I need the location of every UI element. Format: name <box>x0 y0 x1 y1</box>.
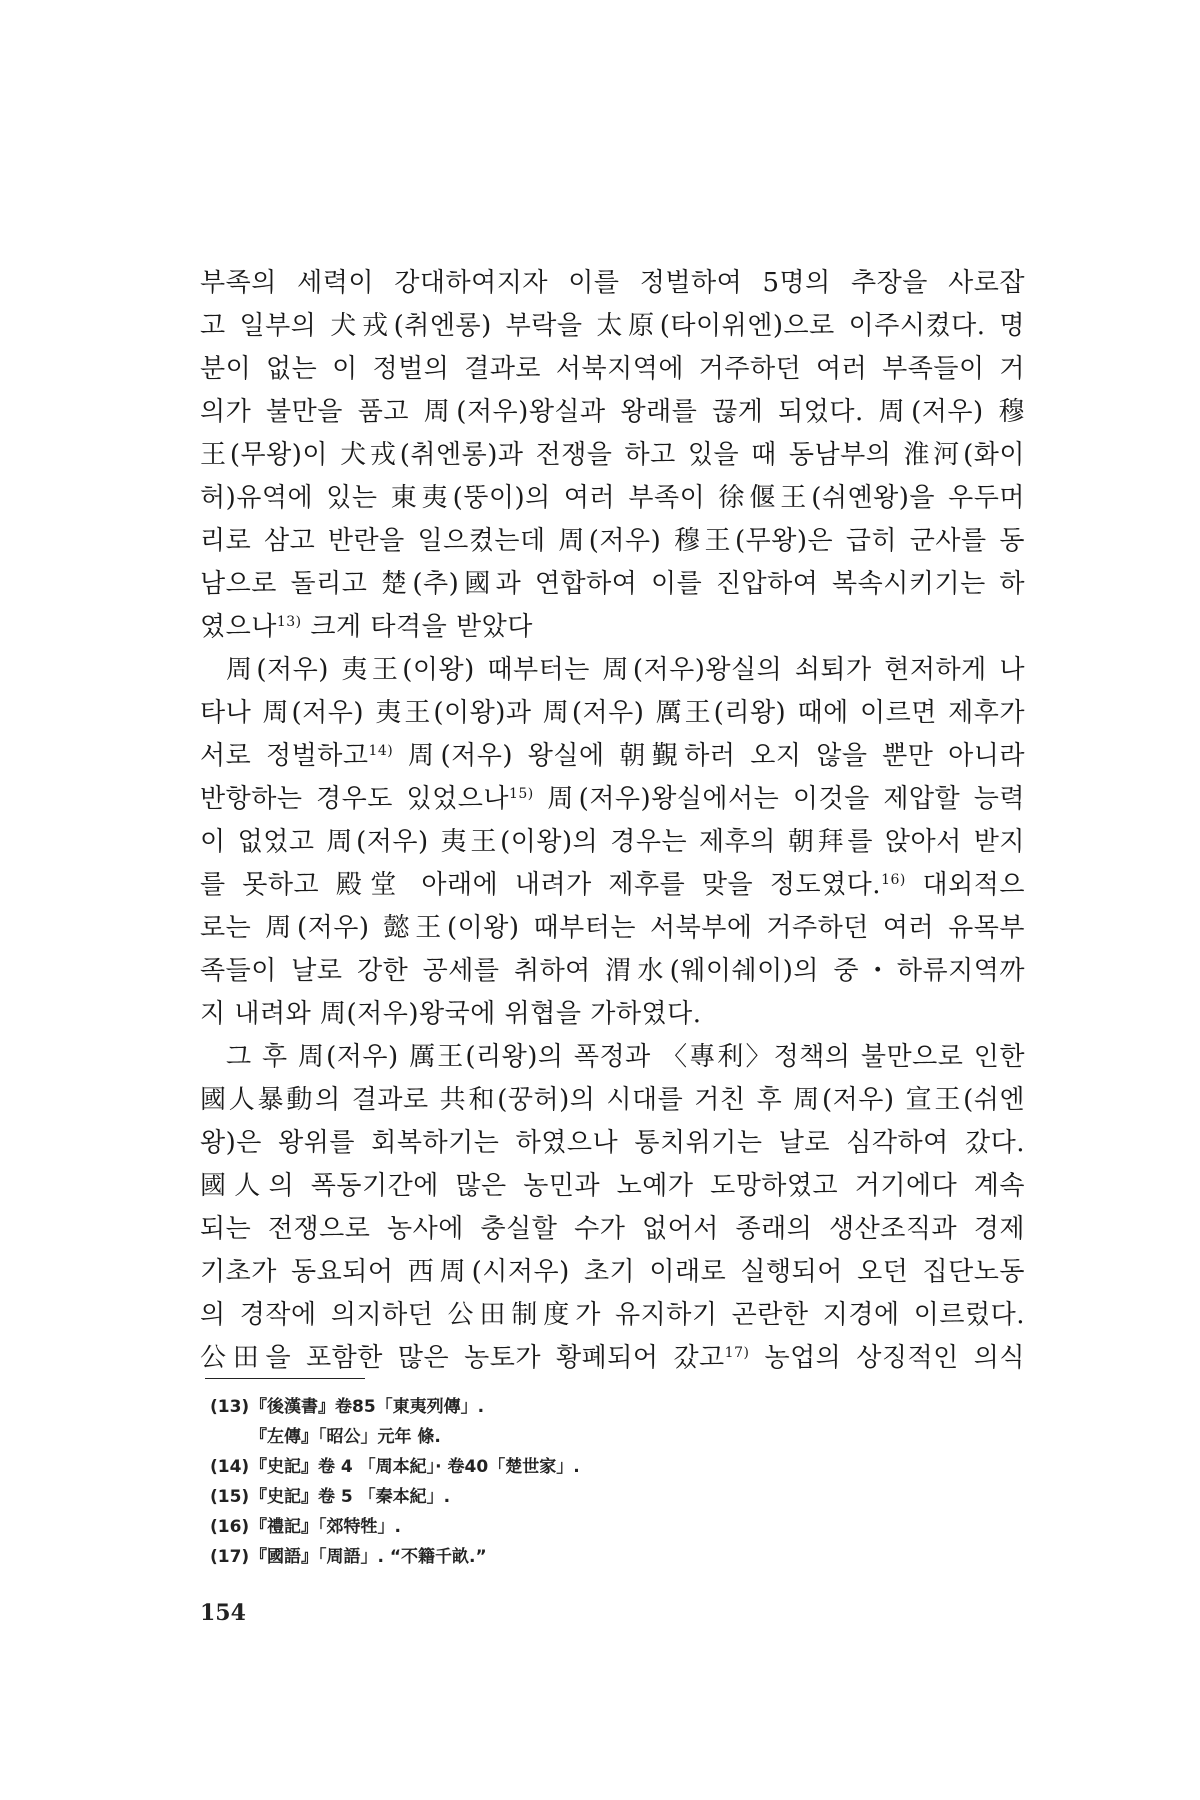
paragraph-2 <box>200 649 1025 1036</box>
text-line: 國人暴動의 결과로 共和(꿍허)의 시대를 거친 후 周(저우) 宣王(쉬엔 <box>200 1085 1025 1115</box>
footnote-text: 『左傳』「昭公」元年 條. <box>250 1427 441 1447</box>
footnote-reference: 14) <box>368 743 394 759</box>
footnote-text: 『後漢書』卷85「東夷列傳」. <box>250 1397 485 1417</box>
page-number: 154 <box>200 1600 246 1626</box>
footnote-reference: 16) <box>881 872 906 888</box>
text-line: 로는 周(저우) 懿王(이왕) 때부터는 서북부에 거주하던 여러 유목부 <box>200 913 1025 943</box>
footnote-16 <box>210 1512 990 1542</box>
footnote-13 <box>210 1392 990 1422</box>
text-line: 를 못하고 殿堂 아래에 내려가 제후를 맞을 정도였다.$^{16)}$ 대외적으 <box>200 870 1025 900</box>
footnote-number: (13) <box>210 1397 250 1417</box>
text-line: 고 일부의 犬戎(취엔롱) 부락을 太原(타이위엔)으로 이주시켰다. 명 <box>200 311 1025 341</box>
text-line: 부족의 세력이 강대하여지자 이를 정벌하여 5명의 추장을 사로잡 <box>200 268 1025 298</box>
text-line: 분이 없는 이 정벌의 결과로 서북지역에 거주하던 여러 부족들이 거 <box>200 354 1025 384</box>
text-line: 國人의 폭동기간에 많은 농민과 노예가 도망하였고 거기에다 계속 <box>200 1171 1025 1201</box>
footnote-number: (14) <box>210 1457 250 1477</box>
text-line: 족들이 날로 강한 공세를 취하여 渭水(웨이쉐이)의 중・하류지역까 <box>200 956 1025 986</box>
text-line: 였으나$^{13)}$ 크게 타격을 받았다 <box>200 612 533 642</box>
text-line: 남으로 돌리고 楚(추)國과 연합하여 이를 진압하여 복속시키기는 하 <box>200 569 1025 599</box>
footnote-13-continued <box>210 1422 990 1452</box>
text-line: 타나 周(저우) 夷王(이왕)과 周(저우) 厲王(리왕) 때에 이르면 제후가 <box>200 698 1025 728</box>
footnote-reference: 17) <box>724 1345 750 1361</box>
text-line: 왕)은 왕위를 회복하기는 하였으나 통치위기는 날로 심각하여 갔다. <box>200 1128 1025 1158</box>
text-line: 公田을 포함한 많은 농토가 황폐되어 갔고$^{17)}$ 농업의 상징적인 의식 <box>200 1343 1025 1373</box>
text-line: 지 내려와 周(저우)왕국에 위협을 가하였다. <box>200 999 702 1029</box>
footnote-15 <box>210 1482 990 1512</box>
footnote-number: (16) <box>210 1517 250 1537</box>
footnote-divider <box>205 1378 365 1379</box>
body-text <box>200 262 1025 1380</box>
text-line: 그 후 周(저우) 厲王(리왕)의 폭정과 〈專利〉정책의 불만으로 인한 <box>226 1042 1025 1072</box>
footnote-text: 『史記』卷 4 「周本紀」· 卷40「楚世家」. <box>250 1457 580 1477</box>
text-line: 기초가 동요되어 西周(시저우) 초기 이래로 실행되어 오던 집단노동 <box>200 1257 1025 1287</box>
text-line: 周(저우) 夷王(이왕) 때부터는 周(저우)왕실의 쇠퇴가 현저하게 나 <box>226 655 1025 685</box>
footnote-text: 『禮記』「郊特牲」. <box>250 1517 401 1537</box>
footnote-text: 『國語』「周語」. “不籍千畝.” <box>250 1547 487 1567</box>
footnote-number: (15) <box>210 1487 250 1507</box>
text-line: 서로 정벌하고$^{14)}$ 周(저우) 왕실에 朝覲하러 오지 않을 뿐만 아니라 <box>200 741 1025 771</box>
text-line: 되는 전쟁으로 농사에 충실할 수가 없어서 종래의 생산조직과 경제 <box>200 1214 1025 1244</box>
text-line: 의가 불만을 품고 周(저우)왕실과 왕래를 끊게 되었다. 周(저우) 穆 <box>200 397 1025 427</box>
text-line: 반항하는 경우도 있었으나$^{15)}$ 周(저우)왕실에서는 이것을 제압할 능력 <box>200 784 1025 814</box>
footnote-number: (17) <box>210 1547 250 1567</box>
paragraph-3 <box>200 1036 1025 1380</box>
footnote-reference: 15) <box>508 786 534 802</box>
paragraph-1 <box>200 262 1025 649</box>
text-line: 의 경작에 의지하던 公田制度가 유지하기 곤란한 지경에 이르렀다. <box>200 1300 1025 1330</box>
text-line: 이 없었고 周(저우) 夷王(이왕)의 경우는 제후의 朝拜를 앉아서 받지 <box>200 827 1025 857</box>
text-line: 허)유역에 있는 東夷(뚱이)의 여러 부족이 徐偃王(쉬옌왕)을 우두머 <box>200 483 1025 513</box>
footnote-14 <box>210 1452 990 1482</box>
footnotes <box>210 1392 990 1572</box>
footnote-reference: 13) <box>276 614 302 630</box>
text-line: 王(무왕)이 犬戎(취엔롱)과 전쟁을 하고 있을 때 동남부의 淮河(화이 <box>200 440 1025 470</box>
text-line: 리로 삼고 반란을 일으켰는데 周(저우) 穆王(무왕)은 급히 군사를 동 <box>200 526 1025 556</box>
footnote-text: 『史記』卷 5 「秦本紀」. <box>250 1487 451 1507</box>
footnote-17 <box>210 1542 990 1572</box>
